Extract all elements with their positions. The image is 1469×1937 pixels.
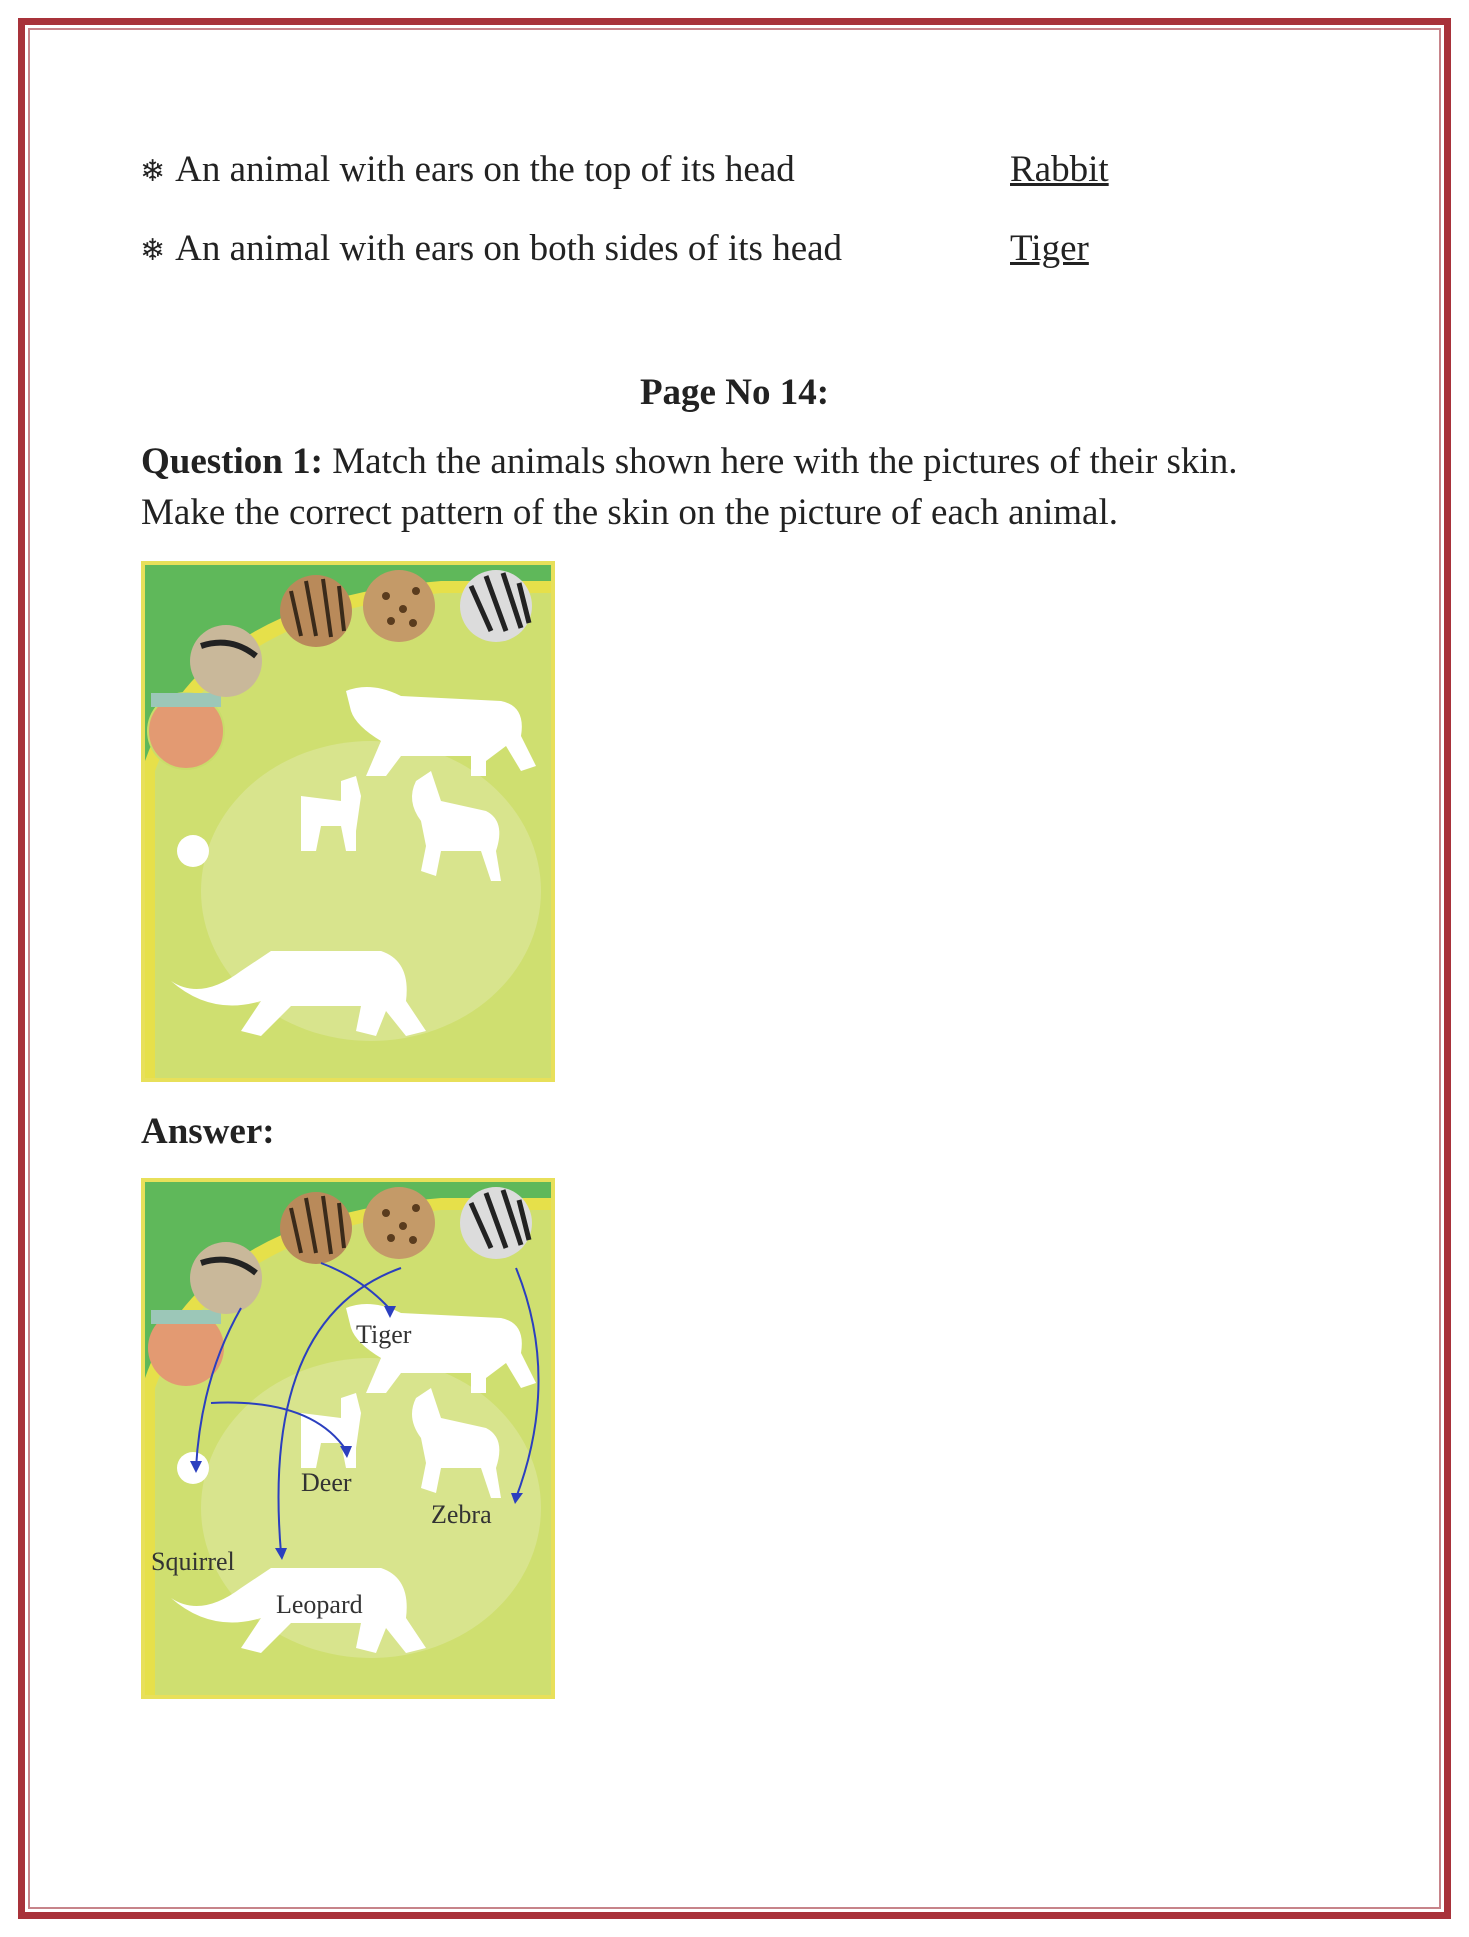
label-squirrel: Squirrel — [151, 1547, 235, 1576]
answer-label: Answer: — [141, 1111, 275, 1152]
label-zebra: Zebra — [431, 1500, 492, 1529]
snowflake-icon: ❄ — [140, 233, 166, 268]
question-line-1 — [141, 440, 1237, 483]
snowflake-icon: ❄ — [140, 154, 166, 189]
item-answer: Rabbit — [1010, 149, 1109, 190]
answer-image — [141, 1178, 555, 1699]
list-item — [140, 227, 842, 270]
question-image — [141, 561, 555, 1082]
question-text: Match the animals shown here with the pictures of their skin. — [322, 441, 1238, 482]
question-label: Question 1: — [141, 441, 323, 482]
question-line-2: Make the correct pattern of the skin on the picture of each animal. — [141, 492, 1119, 533]
label-leopard: Leopard — [276, 1590, 363, 1619]
label-tiger: Tiger — [356, 1320, 412, 1349]
list-item — [140, 148, 795, 191]
item-answer: Tiger — [1010, 228, 1089, 269]
item-text: An animal with ears on both sides of its head — [175, 228, 843, 269]
label-deer: Deer — [301, 1468, 352, 1497]
item-text: An animal with ears on the top of its head — [175, 149, 795, 190]
page-heading: Page No 14: — [639, 372, 830, 413]
